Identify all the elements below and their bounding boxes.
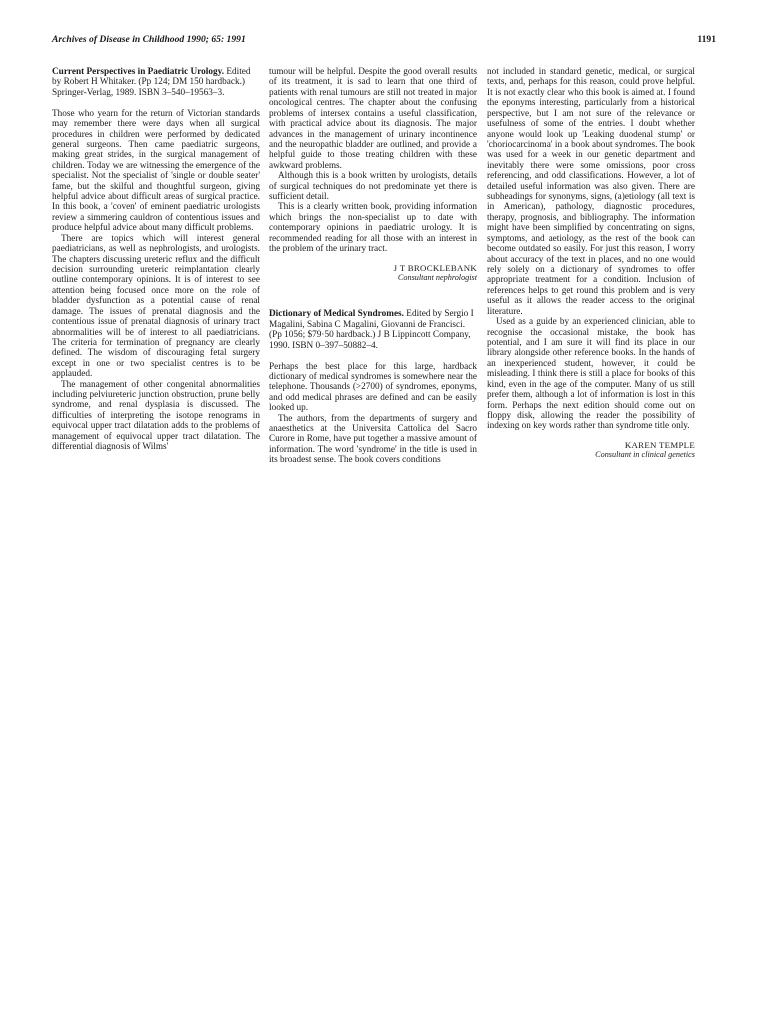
review-1-paragraph: The management of other congenital abnormalities including pelviureteric junction obstruction, prune belly syndrome, and renal dysplasia is discussed. The difficulties of interpreting the isotope renograms in equivocal upper tract dilatation adds to the problems of management of equivocal upper tract dilatation. The differential diagnosis of Wilms' xyxy=(52,379,260,453)
review-2-paragraph: Used as a guide by an experienced clinician, able to recognise the occasional mistake, the book has potential, and I am sure it will find its place in our library alongside other reference books. In the hands of an inexperienced student, however, it could be misleading. I think there is still a place for books of this kind, even in the age of the computer. Many of us still prefer them, although a lot of information is lost in this form. Perhaps the next edition should come out on floppy disk, allowing the reader the possibility of indexing on key words rather than syndrome title only. xyxy=(487,317,695,432)
review-2-paragraph: The authors, from the departments of surgery and anaesthetics at the Universita Cattolica del Sacro Curore in Rome, have put together a massive amount of information. The word 'syndrome' in the title is used in its broadest sense. The book covers conditions xyxy=(269,413,477,466)
review-2-reviewer xyxy=(487,440,695,461)
reviewer-role: Consultant in clinical genetics xyxy=(595,450,695,460)
journal-citation: Archives of Disease in Childhood 1990; 65: 1991 xyxy=(52,34,246,45)
review-1-paragraph: tumour will be helpful. Despite the good overall results of its treatment, it is sad to learn that one third of patients with renal tumours are still not treated in major oncological centres. The chapter about the confusing problems of intersex contains a useful classification, with practical advice about its diagnosis. The major advances in the management of urinary incontinence and the neuropathic bladder are outlined, and provide a helpful guide to those treating children with these awkward problems. xyxy=(269,67,477,171)
reviewer-name: J T BROCKLEBANK xyxy=(393,262,477,273)
review-1-paragraph: This is a clearly written book, providing information which brings the non-specialist up to date with contemporary opinions in paediatric urology. It is recommended reading for all those with an interest in the problem of the urinary tract. xyxy=(269,202,477,255)
column-3 xyxy=(487,67,695,461)
review-2-citation xyxy=(269,309,477,351)
review-1-paragraph: Those who yearn for the return of Victorian standards may remember there were days when all surgical procedures in children were performed by dedicated general surgeons. Then came paediatric surgeons, making great strides, in the surgical management of children. Today we are witnessing the emergence of the specialist. Not the specialist of 'single or double seater' fame, but the skilful and thoughtful surgeon, giving helpful advice about difficult areas of surgical practice. In this book, a 'coven' of eminent paediatric urologists review a simmering cauldron of contentious issues and produce helpful advice about many difficult problems. xyxy=(52,108,260,234)
running-head xyxy=(52,34,716,48)
review-1-bibliographic-details: Edited by Robert H Whitaker. (Pp 124; DM 150 hardback.) Springer-Verlag, 1989. ISBN 3–540–19563–3. xyxy=(52,67,251,98)
review-1-paragraph: Although this is a book written by urologists, details of surgical techniques do not predominate yet there is sufficient detail. xyxy=(269,171,477,203)
column-2 xyxy=(269,67,477,466)
column-1 xyxy=(52,67,260,453)
reviewer-name: KAREN TEMPLE xyxy=(624,439,695,450)
review-2-paragraph: Perhaps the best place for this large, hardback dictionary of medical syndromes is somewhere near the telephone. Thousands (>2700) of syndromes, eponyms, and odd medical phrases are defined and can be easily looked up. xyxy=(269,361,477,414)
review-2-bibliographic-details: Edited by Sergio I Magalini, Sabina C Magalini, Giovanni de Francisci. (Pp 1056; $79·50 hardback.) J B Lippincott Company, 1990. ISBN 0–397–50882–4. xyxy=(269,309,474,351)
review-1-paragraph: There are topics which will interest general paediatricians, as well as nephrologists, and urologists. The chapters discussing ureteric reflux and the difficult decision surrounding ureteric reimplantation clearly outline contemporary opinions. It is of interest to see attention being focused once more on the role of bladder dysfunction as a potential cause of renal damage. The issues of prenatal diagnosis and the contentious issue of prenatal diagnosis of urinary tract abnormalities will be of interest to all paediatricians. The criteria for termination of pregnancy are clearly defined. The wisdom of discouraging fetal surgery except in one or two specialist centres is to be applauded. xyxy=(52,233,260,380)
reviewer-role: Consultant nephrologist xyxy=(397,273,477,283)
review-1-reviewer xyxy=(269,263,477,284)
page-number: 1191 xyxy=(697,34,716,45)
review-2-paragraph: not included in standard genetic, medical, or surgical texts, and, perhaps for this reason, could prove helpful. It is not exactly clear who this book is aimed at. I found the eponyms interesting, particularly from a historical perspective, but I am not sure of the relevance or usefulness of some of the entries. I doubt whether anyone would look up 'Leaking duodenal stump' or 'choriocarcinoma' in a book about syndromes. The book was used for a week in our genetic department and inevitably there were some omissions, poor cross referencing, and odd classifications. However, a lot of detailed useful information was also given. There are subheadings for synonyms, signs, (a)etiology (all text is in American), pathology, diagnostic procedures, therapy, prognosis, and bibliography. The information might have been simplified by concentrating on signs, symptoms, and aetiology, as the rest of the book can become outdated so easily. For just this reason, I worry about accuracy of the text in places, and no one would rely solely on a dictionary of syndromes to offer appropriate treatment for a condition. Inclusion of references helps to get round this problem and is very useful as it allows the reader access to the original literature. xyxy=(487,67,695,317)
review-1-book-title: Current Perspectives in Paediatric Urology. xyxy=(52,67,225,77)
review-1-citation xyxy=(52,67,260,98)
review-separator-space xyxy=(269,283,477,309)
review-2-book-title: Dictionary of Medical Syndromes. xyxy=(269,309,404,320)
